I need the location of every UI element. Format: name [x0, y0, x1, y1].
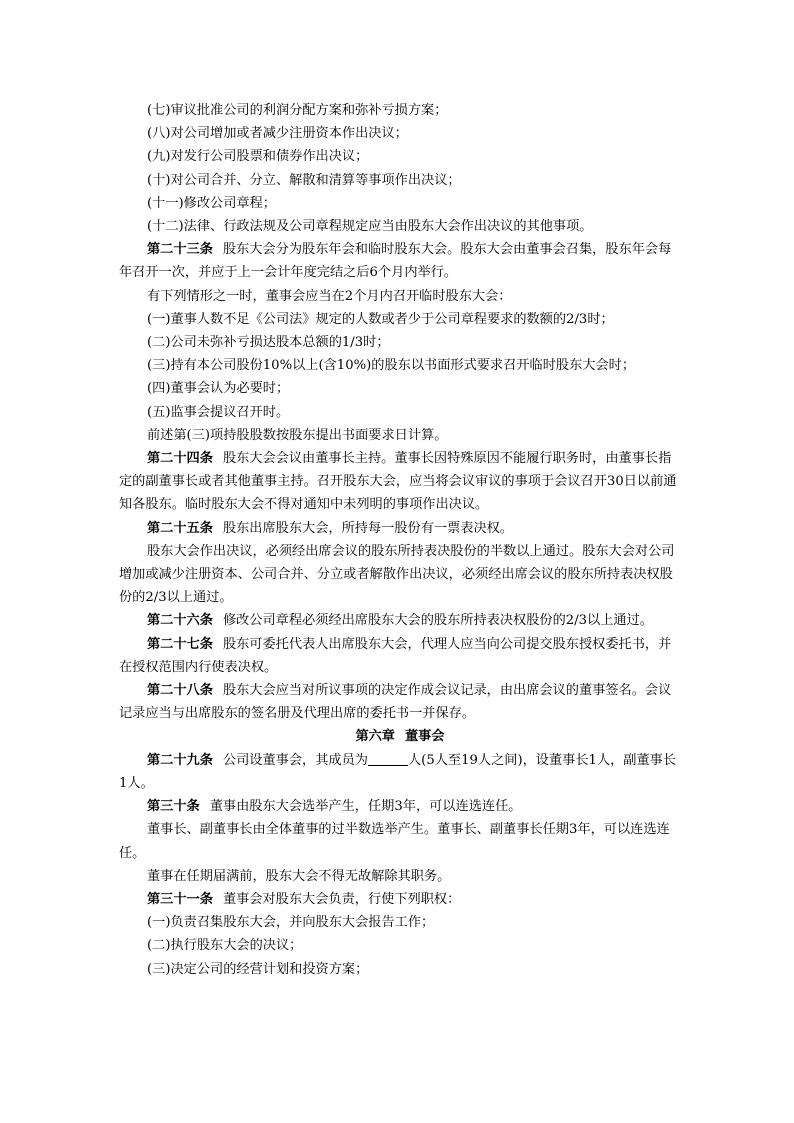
article-number: 第二十九条: [147, 752, 213, 768]
article-text: 股东大会分为股东年会和临时股东大会。股东大会由董事会召集，股东年会每年召开一次，并应于上一会计年度完结之后6个月内举行。: [119, 242, 672, 281]
article-24: [119, 447, 681, 517]
article-number: 第三十条: [147, 799, 200, 815]
list-item: (九)对发行公司股票和债券作出决议；: [147, 149, 369, 165]
article-text: 股东出席股东大会，所持每一股份有一票表决权。: [222, 520, 514, 536]
article-number: 第三十一条: [147, 891, 213, 907]
article-number: 第二十八条: [147, 683, 213, 699]
list-item: (一)负责召集股东大会，并向股东大会报告工作；: [147, 915, 435, 931]
document-body: [119, 99, 681, 981]
article-26: [119, 609, 681, 632]
list-item: (三)决定公司的经营计划和投资方案；: [147, 961, 369, 977]
list-item: (四)董事会认为必要时；: [147, 381, 290, 397]
paragraph: 股东大会作出决议，必须经出席会议的股东所持表决股份的半数以上通过。股东大会对公司增加或减少注册资本、公司合并、分立或者解散作出决议，必须经出席会议的股东所持表决权股份的2/3以上通过。: [119, 543, 675, 606]
list-item: (七)审议批准公司的利润分配方案和弥补亏损方案；: [147, 103, 448, 118]
article-text: 公司设董事会，其成员为: [222, 752, 368, 768]
list-item: (十)对公司合并、分立、解散和清算等事项作出决议；: [147, 172, 461, 188]
paragraph: 董事在任期届满前，股东大会不得无故解除其职务。: [147, 868, 451, 884]
article-23: [119, 238, 681, 284]
list-item: (一)董事人数不足《公司法》规定的人数或者少于公司章程要求的数额的2/3时；: [147, 311, 614, 327]
article-text: 修改公司章程必须经出席股东大会的股东所持表决权股份的2/3以上通过。: [222, 613, 653, 629]
fill-in-blank[interactable]: [368, 751, 408, 766]
article-25: [119, 517, 681, 540]
article-number: 第二十六条: [147, 613, 213, 629]
article-text: 股东大会会议由董事长主持。董事长因特殊原因不能履行职务时，由董事长指定的副董事长或者其他董事主持。召开股东大会，应当将会议审议的事项于会议召开30日以前通知各股东。临时股东大会不得对通知中未列明的事项作出决议。: [119, 451, 677, 513]
chapter-title: 董事会: [405, 729, 445, 745]
list-item: (二)公司未弥补亏损达股本总额的1/3时；: [147, 335, 390, 351]
paragraph: 有下列情形之一时，董事会应当在2个月内召开临时股东大会：: [147, 288, 512, 304]
article-31: [119, 888, 681, 911]
list-item: (五)监事会提议召开时。: [147, 404, 290, 420]
article-number: 第二十四条: [147, 451, 213, 467]
article-27: [119, 633, 681, 679]
list-item: (二)执行股东大会的决议；: [147, 938, 303, 954]
article-30: [119, 795, 681, 818]
list-item: (八)对公司增加或者减少注册资本作出决议；: [147, 126, 408, 142]
article-text: 人(5人至19人之间)，设董事长1人，副董事长1人。: [119, 752, 677, 791]
article-29: [119, 749, 681, 795]
article-number: 第二十三条: [147, 242, 213, 258]
article-text: 股东可委托代表人出席股东大会，代理人应当向公司提交股东授权委托书，并在授权范围内行使表决权。: [119, 636, 672, 675]
list-item: (十二)法律、行政法规及公司章程规定应当由股东大会作出决议的其他事项。: [147, 219, 593, 235]
article-28: [119, 679, 681, 725]
list-item: (十一)修改公司章程；: [147, 195, 276, 211]
paragraph: 董事长、副董事长由全体董事的过半数选举产生。董事长、副董事长任期3年，可以连选连任。: [119, 822, 670, 861]
article-number: 第二十七条: [147, 636, 213, 652]
list-item: (三)持有本公司股份10%以上(含10%)的股东以书面形式要求召开临时股东大会时；: [147, 358, 636, 374]
chapter-number: 第六章: [355, 729, 395, 745]
article-text: 董事会对股东大会负责，行使下列职权：: [222, 891, 461, 907]
chapter-heading: [119, 725, 681, 748]
article-text: 股东大会应当对所议事项的决定作成会议记录，由出席会议的董事签名。会议记录应当与出席股东的签名册及代理出席的委托书一并保存。: [119, 683, 672, 722]
paragraph: 前述第(三)项持股股数按股东提出书面要求日计算。: [147, 427, 448, 443]
article-number: 第二十五条: [147, 520, 213, 536]
article-text: 董事由股东大会选举产生，任期3年，可以连选连任。: [209, 799, 522, 815]
